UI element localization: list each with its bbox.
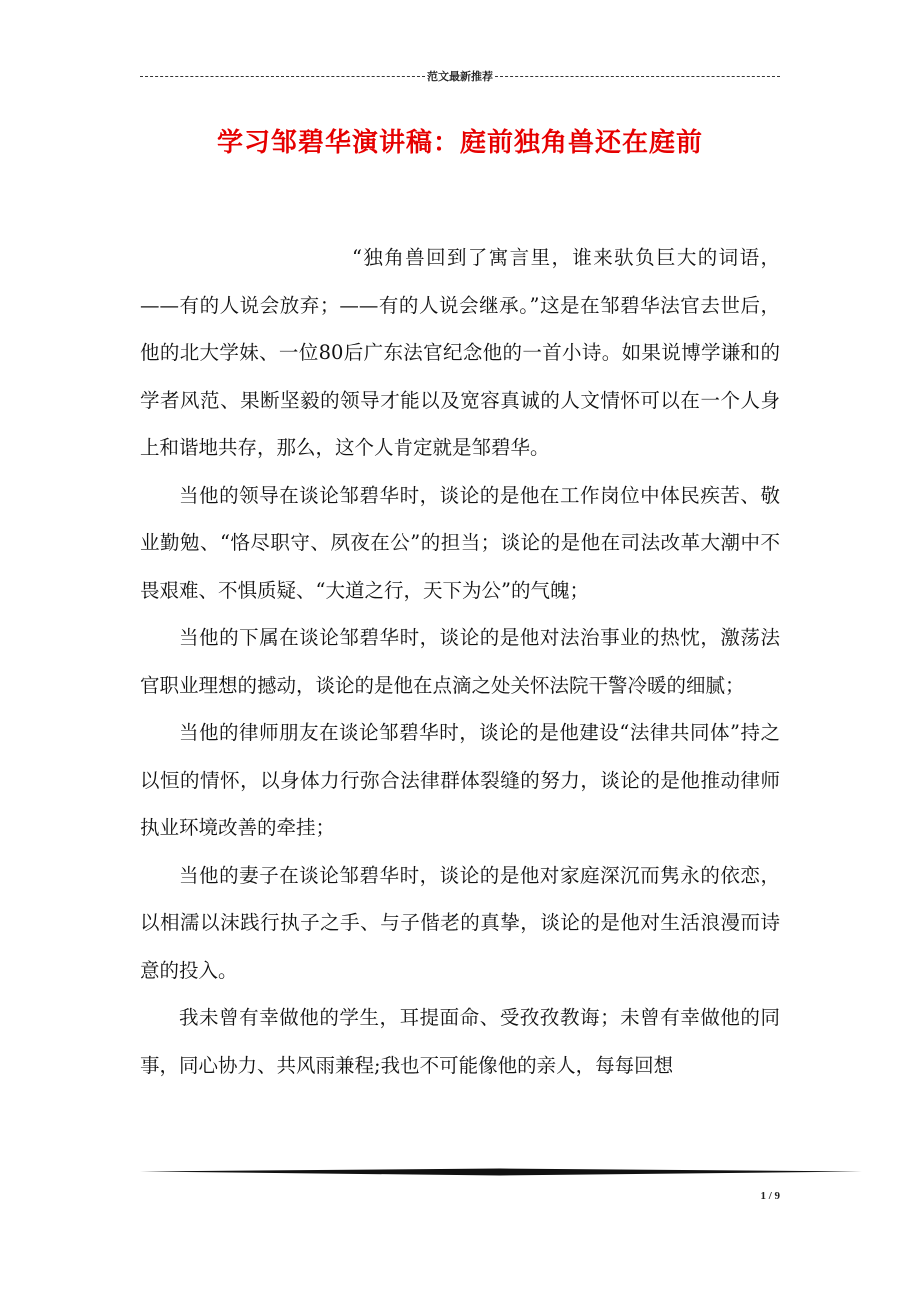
document-title: 学习邹碧华演讲稿：庭前独角兽还在庭前	[216, 128, 703, 158]
paragraph-2: 当他的领导在谈论邹碧华时，谈论的是他在工作岗位中体民疾苦、敬业勤勉、“恪尽职守、夙夜在公”的担当；谈论的是他在司法改革大潮中不畏艰难、不惧质疑、“大道之行，天下为公”的气魄；	[140, 483, 780, 602]
paragraph-5: 当他的妻子在谈论邹碧华时，谈论的是他对家庭深沉而隽永的依恋，以相濡以沫践行执子之手、与子偕老的真挚，谈论的是他对生活浪漫而诗意的投入。	[140, 863, 780, 982]
header-dash-left	[140, 76, 425, 77]
header-dash-right	[495, 76, 780, 77]
document-body	[140, 234, 780, 1089]
footer-rule	[140, 1168, 862, 1176]
paragraph-4: 当他的律师朋友在谈论邹碧华时，谈论的是他建设“法律共同体”持之以恒的情怀，以身体力行弥合法律群体裂缝的努力，谈论的是他推动律师执业环境改善的牵挂；	[140, 721, 780, 839]
paragraph-3: 当他的下属在谈论邹碧华时，谈论的是他对法治事业的热忱，激荡法官职业理想的撼动，谈论的是他在点滴之处关怀法院干警冷暖的细腻；	[140, 626, 780, 697]
page-header	[140, 68, 780, 84]
paragraph-1: “独角兽回到了寓言里，谁来驮负巨大的词语，——有的人说会放弃；——有的人说会继承。”这是在邹碧华法官去世后，他的北大学妹、一位80后广东法官纪念他的一首小诗。如果说博学谦和的学者风范、果断坚毅的领导才能以及宽容真诚的人文情怀可以在一个人身上和谐地共存，那么，这个人肯定就是邹碧华。	[140, 246, 780, 459]
page-number: 1 / 9	[760, 1190, 780, 1202]
paragraph-6: 我未曾有幸做他的学生，耳提面命、受孜孜教诲；未曾有幸做他的同事，同心协力、共风雨兼程;我也不可能像他的亲人，每每回想	[140, 1006, 780, 1077]
header-label: 范文最新推荐	[427, 70, 493, 83]
